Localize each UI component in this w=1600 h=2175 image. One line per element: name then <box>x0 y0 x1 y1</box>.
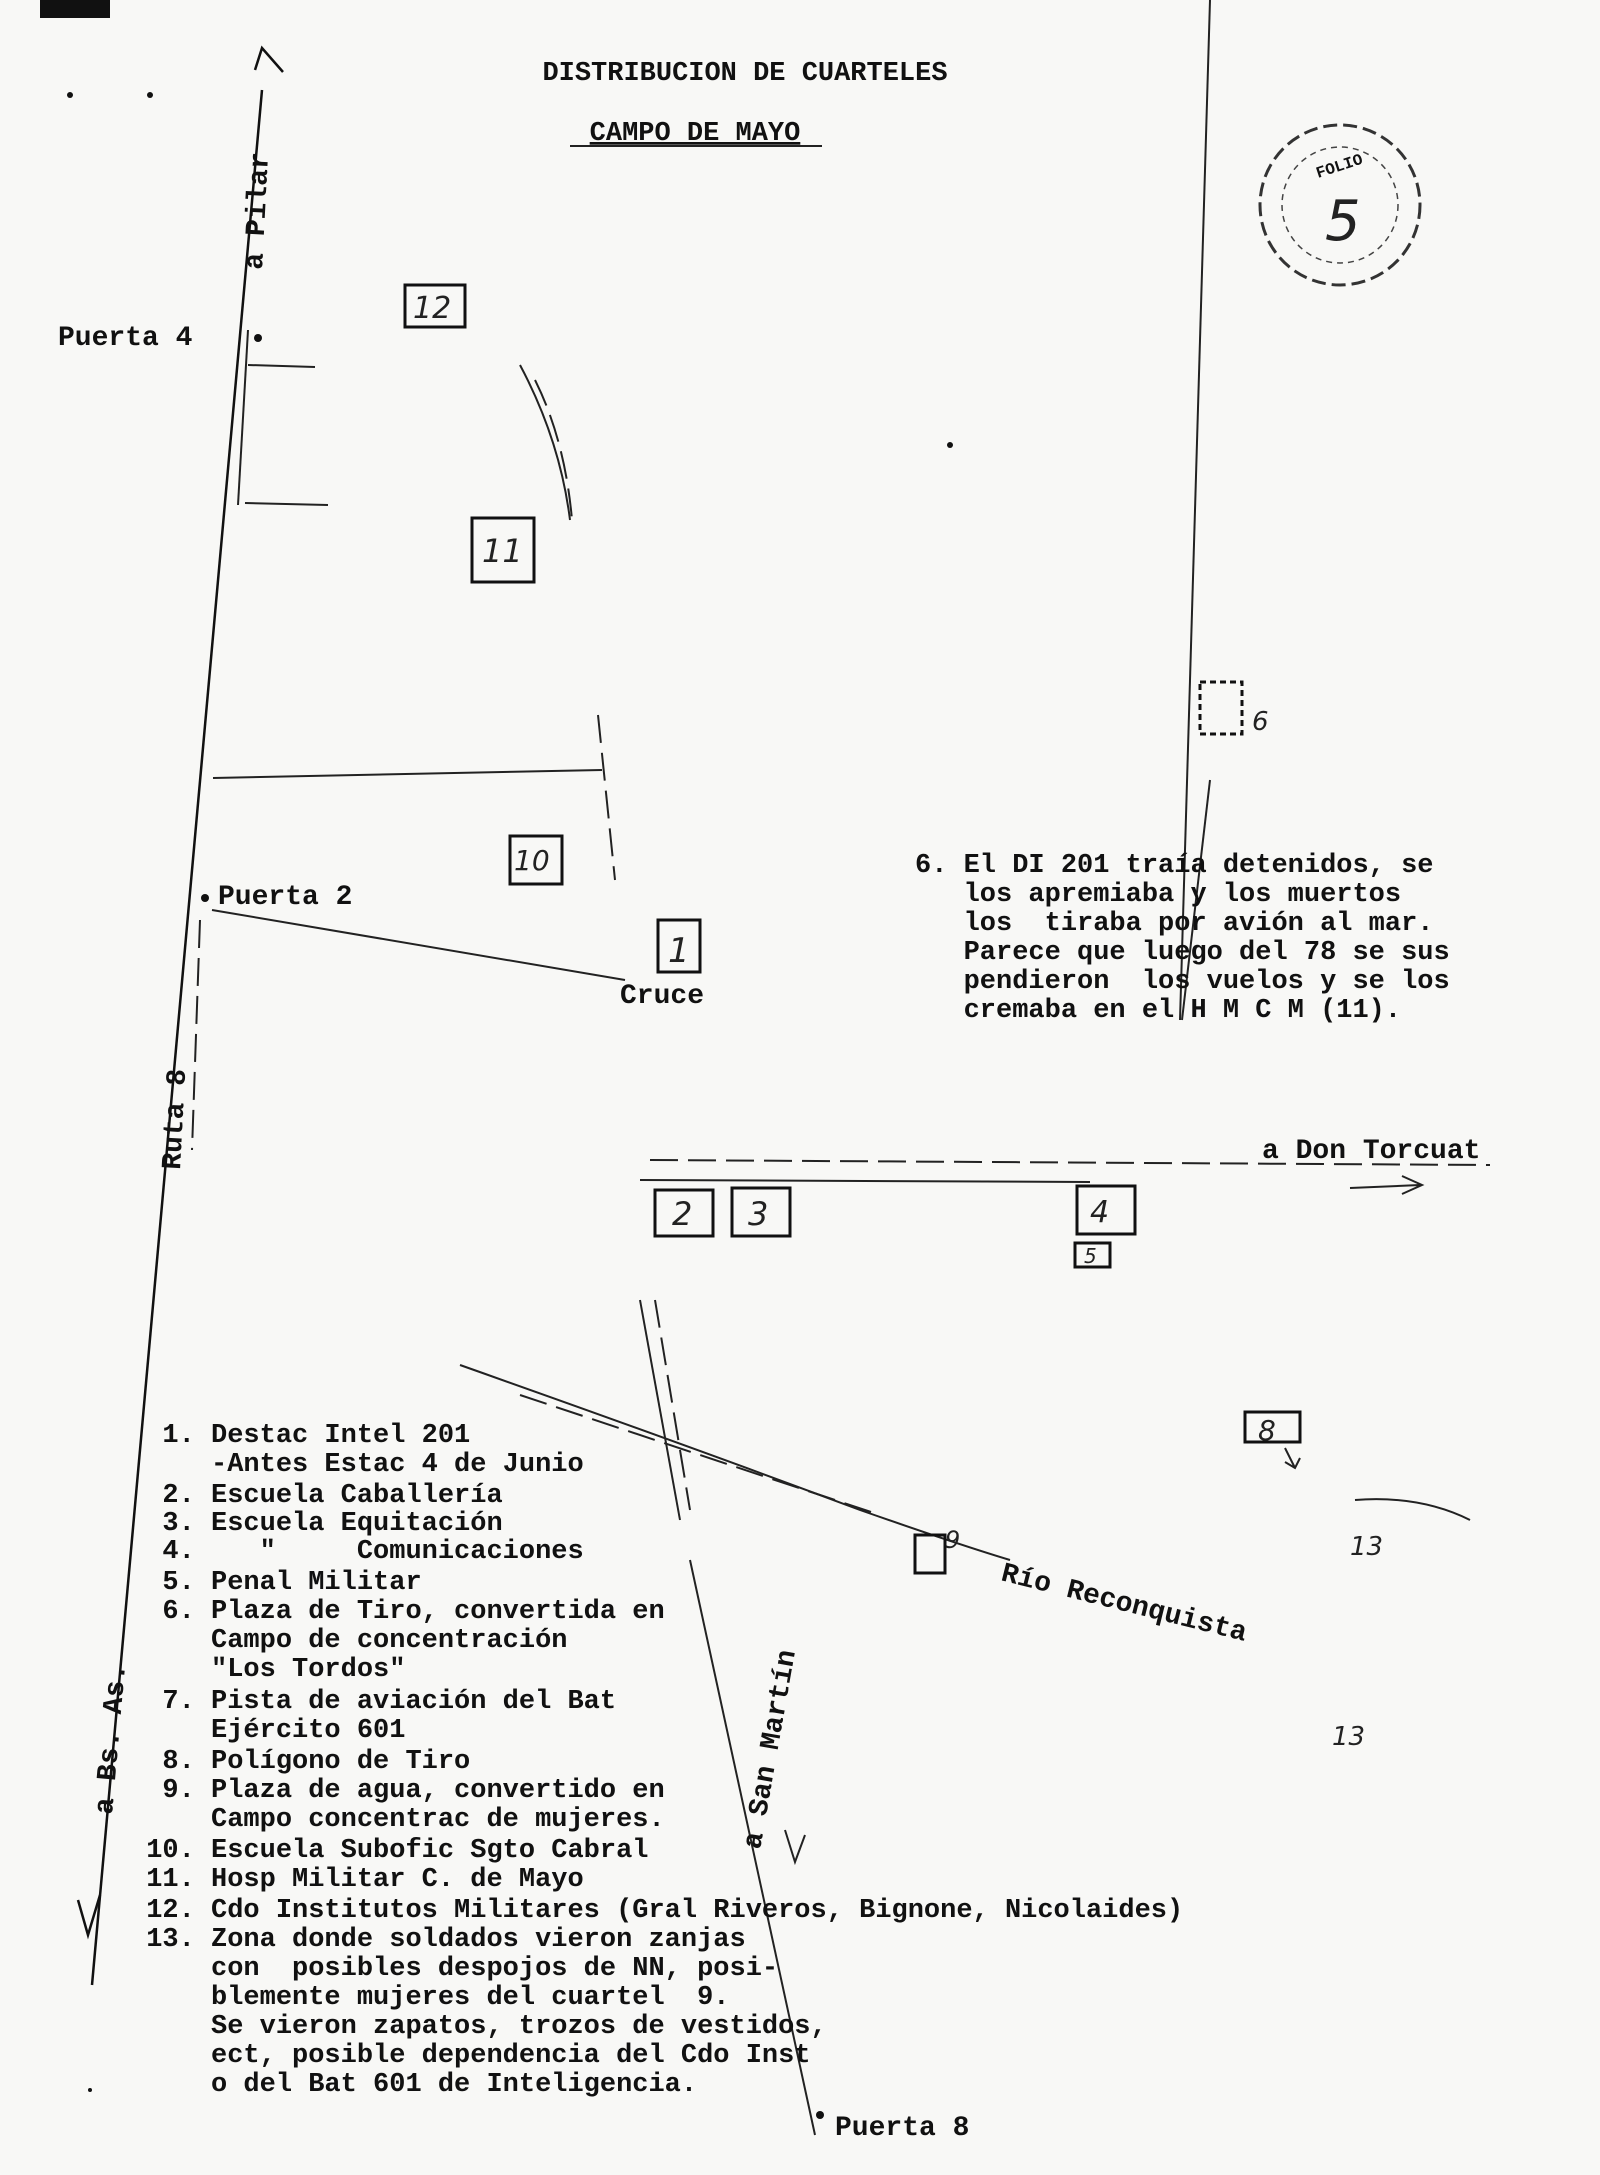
folio-stamp <box>1260 125 1420 285</box>
north-arrow-icon <box>255 48 283 72</box>
svg-text:5: 5 <box>1084 1244 1097 1268</box>
note-line: 6. El DI 201 traía detenidos, se <box>915 851 1434 881</box>
gate-4-road-top <box>248 365 315 367</box>
svg-text:6: 6 <box>1252 707 1269 737</box>
legend-line: 4. " Comunicaciones <box>130 1537 584 1567</box>
stamp-folio-text: FOLIO <box>1313 150 1366 183</box>
gate-2-dot <box>201 894 209 902</box>
legend-line: "Los Tordos" <box>130 1655 406 1685</box>
san-martin-arrow-icon <box>785 1830 805 1862</box>
marker-5 <box>1075 1243 1110 1268</box>
svg-text:10: 10 <box>514 844 550 877</box>
road-label-a-don-torcuato: a Don Torcuat <box>1262 1136 1481 1167</box>
svg-text:1: 1 <box>668 931 690 971</box>
svg-text:4: 4 <box>1090 1195 1110 1230</box>
road-puerta-2-cruce <box>212 910 625 980</box>
svg-text:8: 8 <box>1258 1414 1276 1447</box>
legend-line: blemente mujeres del cuartel 9. <box>130 1983 730 2013</box>
legend-line: 11. Hosp Militar C. de Mayo <box>130 1865 584 1895</box>
map-subtitle: CAMPO DE MAYO <box>589 119 801 149</box>
legend-line: 2. Escuela Caballería <box>130 1481 503 1511</box>
marker-8 <box>1245 1412 1300 1468</box>
legend-line: ect, posible dependencia del Cdo Inst <box>130 2041 811 2071</box>
marker-9 <box>915 1526 960 1573</box>
road-label-a-san-martin: a San Martín <box>738 1647 804 1852</box>
legend-line: 5. Penal Militar <box>130 1568 422 1598</box>
legend-block <box>130 1421 1183 2100</box>
legend-line: Campo de concentración <box>130 1626 568 1656</box>
gate-cruce: Cruce <box>620 981 705 1012</box>
marker-11 <box>472 518 534 582</box>
legend-line: 6. Plaza de Tiro, convertida en <box>130 1597 665 1627</box>
legend-line: 8. Polígono de Tiro <box>130 1747 471 1777</box>
note-line: pendieron los vuelos y se los <box>915 967 1450 997</box>
legend-line: o del Bat 601 de Inteligencia. <box>130 2070 698 2100</box>
gate-puerta-8: Puerta 8 <box>835 2113 970 2144</box>
note-block <box>915 851 1450 1026</box>
note-line: Parece que luego del 78 se sus <box>915 938 1450 968</box>
svg-text:2: 2 <box>672 1195 693 1233</box>
legend-line: -Antes Estac 4 de Junio <box>130 1450 584 1480</box>
marker-13a: 13 <box>1350 1532 1384 1562</box>
svg-text:9: 9 <box>945 1526 961 1554</box>
map-title: DISTRIBUCION DE CUARTELES <box>542 59 948 89</box>
zone-13-line <box>1355 1499 1470 1520</box>
svg-text:3: 3 <box>748 1195 769 1233</box>
marker-1 <box>658 920 700 972</box>
legend-line: Ejército 601 <box>130 1716 406 1746</box>
gate-4-dot <box>254 334 262 342</box>
road-area-10 <box>213 770 602 778</box>
legend-line: Campo concentrac de mujeres. <box>130 1805 665 1835</box>
marker-10 <box>510 836 562 884</box>
legend-line: con posibles despojos de NN, posi- <box>130 1954 779 1984</box>
marker-4 <box>1077 1186 1135 1234</box>
marker-12 <box>405 285 465 327</box>
legend-line: 7. Pista de aviación del Bat <box>130 1687 617 1717</box>
svg-text:12: 12 <box>413 291 452 326</box>
stamp-folio-number: 5 <box>1325 189 1361 254</box>
gate-4-side-road <box>238 330 248 505</box>
note-line: cremaba en el H M C M (11). <box>915 996 1402 1026</box>
road-area-10-east <box>598 715 615 880</box>
legend-line: 12. Cdo Institutos Militares (Gral Riveros, Bignone, Nicolaides) <box>130 1896 1184 1926</box>
road-label-ruta-8: Ruta 8 <box>158 1068 195 1171</box>
road-label-a-bs-as: a Bs. As. <box>90 1662 135 1816</box>
legend-line: 13. Zona donde soldados vieron zanjas <box>130 1925 746 1955</box>
note-line: los tiraba por avión al mar. <box>915 909 1434 939</box>
marker-3 <box>732 1188 790 1236</box>
marker-13b: 13 <box>1332 1722 1366 1752</box>
gate-puerta-4: Puerta 4 <box>58 323 193 354</box>
east-arrow-icon <box>1350 1176 1422 1194</box>
road-hospital-curve <box>520 365 570 520</box>
legend-line: 9. Plaza de agua, convertido en <box>130 1776 665 1806</box>
gate-4-road-bottom <box>245 503 328 505</box>
svg-text:11: 11 <box>482 532 523 570</box>
legend-line: 3. Escuela Equitación <box>130 1509 503 1539</box>
road-east-lower <box>640 1180 1090 1182</box>
legend-line: Se vieron zapatos, trozos de vestidos, <box>130 2012 827 2042</box>
road-south-1 <box>640 1300 680 1520</box>
marker-2 <box>655 1190 713 1236</box>
road-label-a-pilar: a Pilar <box>240 151 278 271</box>
legend-line: 1. Destac Intel 201 <box>130 1421 471 1451</box>
road-puerta-2-south <box>192 920 200 1150</box>
note-line: los apremiaba y los muertos <box>915 880 1402 910</box>
gate-puerta-2: Puerta 2 <box>218 882 353 913</box>
legend-line: 10. Escuela Subofic Sgto Cabral <box>130 1836 649 1866</box>
gate-8-dot <box>816 2111 824 2119</box>
marker-6 <box>1200 682 1269 737</box>
river-label-rio-reconquista: Río Reconquista <box>997 1558 1250 1650</box>
